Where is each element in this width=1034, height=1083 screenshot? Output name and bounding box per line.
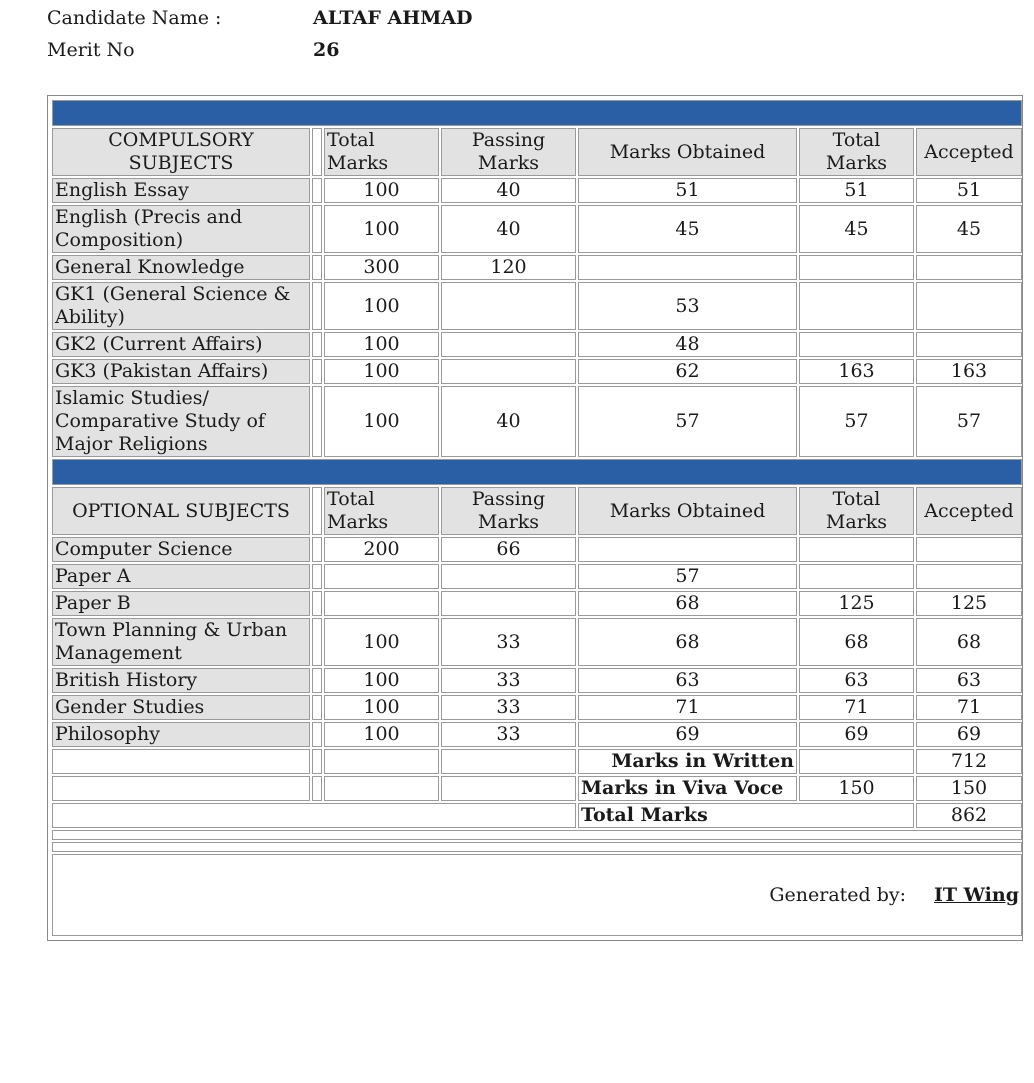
- empty-cell: [52, 830, 1022, 840]
- subtotal-marks-cell: 45: [799, 205, 914, 253]
- empty-cell: [441, 776, 576, 801]
- subtotal-marks-cell: [799, 255, 914, 280]
- written-accepted: 712: [916, 749, 1022, 774]
- total-marks-cell: 100: [324, 332, 439, 357]
- total-marks-cell: 100: [324, 282, 439, 330]
- marks-table: [50, 98, 1024, 938]
- passing-marks-cell: 40: [441, 205, 576, 253]
- spacer-cell: [312, 695, 322, 720]
- col-total-marks: Total Marks: [324, 487, 439, 535]
- empty-cell: [799, 749, 914, 774]
- passing-marks-cell: 33: [441, 668, 576, 693]
- subject-name: GK2 (Current Affairs): [52, 332, 310, 357]
- subject-row: [52, 386, 1022, 457]
- col-marks-obtained: Marks Obtained: [578, 487, 797, 535]
- viva-row: [52, 776, 1022, 801]
- total-marks-cell: [324, 564, 439, 589]
- passing-marks-cell: 120: [441, 255, 576, 280]
- candidate-name-label: Candidate Name :: [47, 7, 222, 29]
- accepted-marks-cell: 57: [916, 386, 1022, 457]
- subtotal-marks-cell: 63: [799, 668, 914, 693]
- marks-obtained-cell: 62: [578, 359, 797, 384]
- subject-name: Paper B: [52, 591, 310, 616]
- subject-row: [52, 537, 1022, 562]
- subject-name: General Knowledge: [52, 255, 310, 280]
- subject-name: Philosophy: [52, 722, 310, 747]
- grand-total-label: Total Marks: [578, 803, 914, 828]
- marks-obtained-cell: 63: [578, 668, 797, 693]
- spacer-cell: [312, 178, 322, 203]
- written-label: Marks in Written: [578, 749, 797, 774]
- spacer-cell: [312, 618, 322, 666]
- marks-obtained-cell: 51: [578, 178, 797, 203]
- spacer-cell: [312, 591, 322, 616]
- spacer-cell: [312, 359, 322, 384]
- subject-row: [52, 695, 1022, 720]
- viva-total: 150: [799, 776, 914, 801]
- spacer-row: [52, 842, 1022, 852]
- spacer-cell: [312, 749, 322, 774]
- total-marks-cell: 200: [324, 537, 439, 562]
- spacer-cell: [312, 386, 322, 457]
- col-passing-marks: Passing Marks: [441, 487, 576, 535]
- subject-name: Islamic Studies/ Comparative Study of Major Religions: [52, 386, 310, 457]
- subtotal-marks-cell: 163: [799, 359, 914, 384]
- subtotal-marks-cell: 71: [799, 695, 914, 720]
- spacer-cell: [312, 722, 322, 747]
- col-marks-obtained: Marks Obtained: [578, 128, 797, 176]
- accepted-marks-cell: [916, 282, 1022, 330]
- subtotal-marks-cell: 57: [799, 386, 914, 457]
- empty-cell: [324, 749, 439, 774]
- generated-by-label: Generated by:: [769, 883, 907, 906]
- accepted-marks-cell: 71: [916, 695, 1022, 720]
- total-marks-cell: 100: [324, 695, 439, 720]
- footer-row: [52, 854, 1022, 936]
- passing-marks-cell: 40: [441, 178, 576, 203]
- spacer-cell: [312, 205, 322, 253]
- subject-row: [52, 564, 1022, 589]
- marks-obtained-cell: 48: [578, 332, 797, 357]
- subtotal-marks-cell: 51: [799, 178, 914, 203]
- compulsory-header-row: [52, 128, 1022, 176]
- total-marks-cell: 100: [324, 618, 439, 666]
- subject-name: GK3 (Pakistan Affairs): [52, 359, 310, 384]
- merit-no-label: Merit No: [47, 39, 135, 61]
- subject-row: [52, 591, 1022, 616]
- accepted-marks-cell: 45: [916, 205, 1022, 253]
- passing-marks-cell: 33: [441, 695, 576, 720]
- passing-marks-cell: [441, 359, 576, 384]
- subtotal-marks-cell: [799, 537, 914, 562]
- total-marks-cell: 300: [324, 255, 439, 280]
- col-total-marks-2: Total Marks: [799, 128, 914, 176]
- subtotal-marks-cell: [799, 282, 914, 330]
- subject-row: [52, 332, 1022, 357]
- spacer-cell: [312, 255, 322, 280]
- passing-marks-cell: 33: [441, 722, 576, 747]
- spacer-cell: [312, 332, 322, 357]
- empty-cell: [52, 803, 576, 828]
- accepted-marks-cell: [916, 564, 1022, 589]
- marks-obtained-cell: 71: [578, 695, 797, 720]
- spacer-cell: [312, 487, 322, 535]
- marks-obtained-cell: 45: [578, 205, 797, 253]
- subtotal-marks-cell: 68: [799, 618, 914, 666]
- subject-row: [52, 618, 1022, 666]
- total-marks-cell: 100: [324, 668, 439, 693]
- spacer-cell: [312, 537, 322, 562]
- accepted-marks-cell: [916, 255, 1022, 280]
- accepted-marks-cell: 51: [916, 178, 1022, 203]
- it-wing-link[interactable]: IT Wing: [934, 883, 1019, 906]
- accepted-marks-cell: 69: [916, 722, 1022, 747]
- marks-obtained-cell: 57: [578, 386, 797, 457]
- marks-obtained-cell: 68: [578, 618, 797, 666]
- viva-accepted: 150: [916, 776, 1022, 801]
- marks-obtained-cell: 57: [578, 564, 797, 589]
- compulsory-heading: COMPULSORY SUBJECTS: [52, 128, 310, 176]
- total-marks-cell: 100: [324, 178, 439, 203]
- subject-row: [52, 722, 1022, 747]
- passing-marks-cell: 40: [441, 386, 576, 457]
- spacer-cell: [312, 282, 322, 330]
- subject-row: [52, 668, 1022, 693]
- subtotal-marks-cell: [799, 564, 914, 589]
- written-total-row: [52, 749, 1022, 774]
- grand-total-row: [52, 803, 1022, 828]
- passing-marks-cell: 66: [441, 537, 576, 562]
- col-passing-marks: Passing Marks: [441, 128, 576, 176]
- spacer-row: [52, 830, 1022, 840]
- subtotal-marks-cell: [799, 332, 914, 357]
- marks-obtained-cell: 69: [578, 722, 797, 747]
- optional-header-row: [52, 487, 1022, 535]
- subject-name: British History: [52, 668, 310, 693]
- col-accepted: Accepted: [916, 487, 1022, 535]
- col-total-marks-2: Total Marks: [799, 487, 914, 535]
- grand-total-value: 862: [916, 803, 1022, 828]
- subject-name: English Essay: [52, 178, 310, 203]
- viva-label: Marks in Viva Voce: [578, 776, 797, 801]
- subtotal-marks-cell: 69: [799, 722, 914, 747]
- subject-name: English (Precis and Composition): [52, 205, 310, 253]
- marks-obtained-cell: 68: [578, 591, 797, 616]
- spacer-cell: [312, 564, 322, 589]
- accepted-marks-cell: [916, 332, 1022, 357]
- subject-name: Town Planning & Urban Management: [52, 618, 310, 666]
- marks-obtained-cell: [578, 255, 797, 280]
- passing-marks-cell: [441, 282, 576, 330]
- total-marks-cell: 100: [324, 359, 439, 384]
- spacer-cell: [312, 668, 322, 693]
- subject-name: GK1 (General Science & Ability): [52, 282, 310, 330]
- empty-cell: [324, 776, 439, 801]
- accepted-marks-cell: 68: [916, 618, 1022, 666]
- result-card: [47, 95, 1023, 941]
- accepted-marks-cell: 63: [916, 668, 1022, 693]
- marks-obtained-cell: 53: [578, 282, 797, 330]
- optional-heading: OPTIONAL SUBJECTS: [52, 487, 310, 535]
- col-accepted: Accepted: [916, 128, 1022, 176]
- accepted-marks-cell: 163: [916, 359, 1022, 384]
- subject-row: [52, 359, 1022, 384]
- subject-row: [52, 205, 1022, 253]
- total-marks-cell: [324, 591, 439, 616]
- empty-cell: [52, 842, 1022, 852]
- passing-marks-cell: [441, 332, 576, 357]
- optional-band: [52, 459, 1022, 485]
- spacer-cell: [312, 776, 322, 801]
- empty-cell: [52, 749, 310, 774]
- accepted-marks-cell: [916, 537, 1022, 562]
- empty-cell: [441, 749, 576, 774]
- subject-row: [52, 255, 1022, 280]
- spacer-cell: [312, 128, 322, 176]
- compulsory-band: [52, 100, 1022, 126]
- col-total-marks: Total Marks: [324, 128, 439, 176]
- merit-no-value: 26: [313, 39, 340, 61]
- footer-cell: [52, 854, 1022, 936]
- accepted-marks-cell: 125: [916, 591, 1022, 616]
- marks-obtained-cell: [578, 537, 797, 562]
- subject-name: Gender Studies: [52, 695, 310, 720]
- total-marks-cell: 100: [324, 386, 439, 457]
- total-marks-cell: 100: [324, 205, 439, 253]
- passing-marks-cell: [441, 591, 576, 616]
- subject-row: [52, 178, 1022, 203]
- empty-cell: [52, 776, 310, 801]
- subtotal-marks-cell: 125: [799, 591, 914, 616]
- candidate-name-value: ALTAF AHMAD: [313, 7, 473, 29]
- total-marks-cell: 100: [324, 722, 439, 747]
- passing-marks-cell: 33: [441, 618, 576, 666]
- passing-marks-cell: [441, 564, 576, 589]
- subject-name: Computer Science: [52, 537, 310, 562]
- subject-name: Paper A: [52, 564, 310, 589]
- subject-row: [52, 282, 1022, 330]
